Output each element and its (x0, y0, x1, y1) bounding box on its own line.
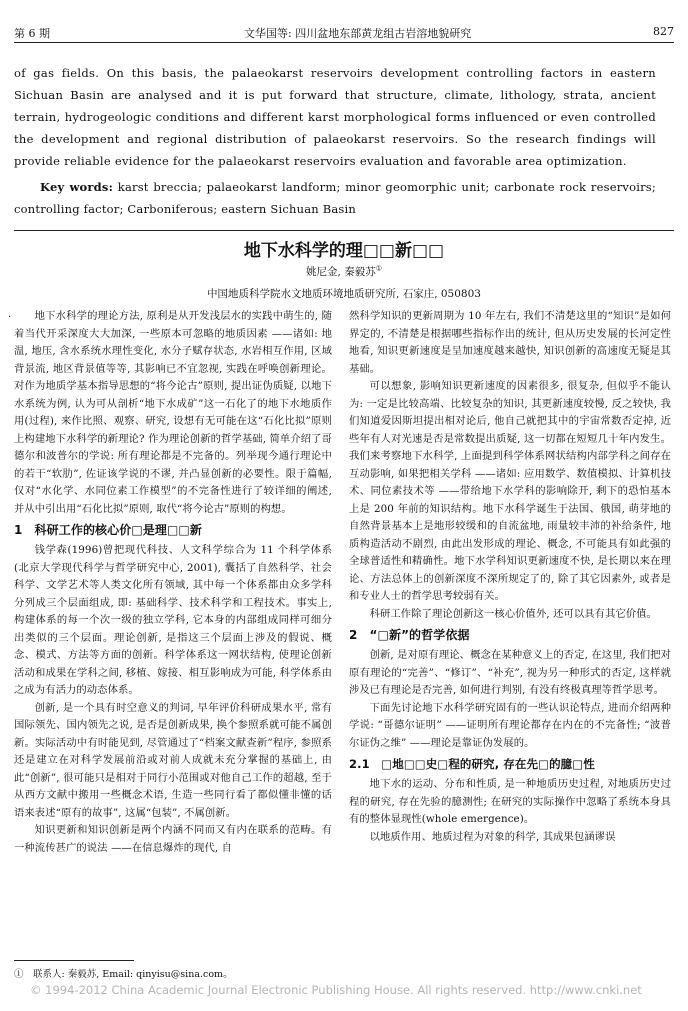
paragraph: 钱学森(1996)曾把现代科技、人文科学综合为 11 个科学体系(北京大学现代科学与哲学研究中心, 2001), 囊括了自然科学、社会科学、文学艺术等人类文化所有领域, 其中每一个体系都由众多学科分列成三个层面组成, 即: 基础科学、技术科学和工程技术。事实上, 构建体系的每一个次一级的独立学科, 它本身的内部组成同样可细分出类似的三个层面。理论创新, 是指这三个层面上涉及的假说、概念、模式、方法等方面的创新。科学体系这一网状结构, 使理论创新活动和成果在学科之间, 移植、嫁接、相互影响成为可能, 科学体系由之成为有活力的动态体系。 (14, 544, 332, 696)
keywords-label: Key words: (40, 180, 114, 194)
keywords (14, 176, 656, 220)
running-header (14, 22, 674, 43)
paragraph: 可以想象, 影响知识更新速度的因素很多, 很复杂, 但似乎不能认为: 一定是比较高端、比较复杂的知识, 其更新速度较慢, 反之较快, 我们知道爱因斯坦提出相对论后, 他自己就把其中的宇宙常数否定掉, 近些年有人对光速是否是常数提出质疑, 这一切都在短短几十年内发生。我们来考察地下水科学, 上面提到科学体系网状结构内部学科之间存在互动影响, 如果把相关学科 ——诸如: 应用数学、数值模拟、计算机技术、同位素技术等 ——带给地下水学科的影响除开, 剩下的恐怕基本上是 200 年前的知识结构。地下水科学诞生于法国、俄国, 萌芽地的自然背景基本上是地形较缓和的自流盆地, 雨量较丰沛的补给条件, 地质构造活动不剧烈, 由此出发形成的理论、概念, 不可能具有如此强的全球普适性和精确性。地下水学科知识更新速度不快, 是长期以来在理论、方法总体上的创新深度不深所规定了的, 除了其它因素外, 或者是和专业人士的哲学思考较弱有关。 (349, 380, 671, 602)
paragraph: 地下水的运动、分布和性质, 是一种地质历史过程, 对地质历史过程的研究, 存在先验的臆测性; 在研究的实际操作中忽略了系统本身具有的整体显现性(whole emergence)。 (349, 778, 671, 825)
author-names: 姚尼金, 秦毅苏 (306, 266, 376, 278)
paragraph: 然科学知识的更新周期为 10 年左右, 我们不清楚这里的“知识”是如何界定的, 不清楚是根据哪些指标作出的统计, 但从历史发展的长河定性地看, 知识更新速度是呈加速度越来越快, 知识创新的高速度无疑是其基础。 (349, 310, 671, 375)
keywords-text: karst breccia; palaeokarst landform; minor geomorphic unit; carbonate rock reservoirs; controlling factor; Carboniferous; eastern Sichuan Basin (14, 180, 656, 216)
paragraph: 知识更新和知识创新是两个内涵不同而又有内在联系的范畴。有一种流传甚广的说法 ——在信息爆炸的现代, 自 (14, 824, 332, 854)
footnote-rule (14, 960, 134, 961)
article-title: 地下水科学的理□□新□□ (243, 241, 445, 261)
paragraph: 创新, 是对原有理论、概念在某种意义上的否定, 在这里, 我们把对原有理论的“完善”、“修订”、“补充”, 视为另一种形式的否定, 这样就涉及已有理论是否完善, 如何进行判别, 有没有终极真理等哲学思考。 (349, 649, 671, 696)
author-footnote-mark: ① (375, 264, 382, 273)
article-authors (0, 264, 688, 279)
section-divider (14, 230, 674, 231)
right-column (349, 308, 671, 846)
running-title: 文华国等: 四川盆地东部黄龙组古岩溶地貌研究 (244, 27, 472, 40)
section-heading-1: 1 科研工作的核心价□是理□□新 (14, 523, 202, 537)
english-abstract: of gas fields. On this basis, the palaeokarst reservoirs development controlling factors in eastern Sichuan Basin are analysed and it is put forward that structure, climate, lithology, strata, ancient terrain, hydrogeologic conditions and different karst morphological forms influenced or even controlled the development and regional distribution of palaeokarst reservoirs. So the research findings will provide reliable evidence for the palaeokarst reservoirs evaluation and favorable area optimization. (14, 66, 656, 168)
paragraph: 科研工作除了理论创新这一核心价值外, 还可以具有其它价值。 (369, 607, 658, 620)
issue-number: 第 6 期 (14, 27, 50, 40)
paragraph: 下面先讨论地下水科学研究固有的一些认识论特点, 进而介绍两种学说: “哥德尔证明” ——证明所有理论都存在内在的不完备性; “波普尔证伪之维” ——理论是靠证伪发展的。 (349, 701, 671, 749)
paragraph: 创新, 是一个具有时空意义的判词, 早年评价科研成果水平, 常有国际领先、国内领先之说, 是否是创新成果, 换个参照系就可能不属创新。实际活动中有时能见到, 尽管通过了“档案文献查新”程序, 参照系还是建立在对科学发展前沿或对前人成就未充分掌握的基础上, 由此“创新”, 很可能只是相对于同行小范围或对他自己工作的超越, 至于从西方文献中搬用一些概念术语, 生造一些同行看了都似懂非懂的话语来表述“原有的故事”, 这属“包装”, 不属创新。 (14, 701, 332, 819)
subsection-heading-2-1: 2.1 □地□□史□程的研究, 存在先□的臆□性 (349, 757, 595, 771)
page-number: 827 (653, 25, 674, 38)
paragraph: 地下水科学的理论方法, 原利是从开发浅层水的实践中萌生的, 随着当代开采深度大大加深, 一些原本可忽略的地质因素 ——诸如: 地温, 地压, 含水系统水理性变化, 水分子赋存状态, 水岩相互作用, 区域背景流, 地区背景值等等, 其影响已不宜忽视, 实践在呼唤创新理论。对作为地质学基本指导思想的“将今论古”原则, 提出证伪质疑, 以地下水系统为例, 认为可从剖析“地下水成矿”这一石化了的地下水地质作用(过程), 来作比照、观察、研究, 设想有无可能在这“石化比拟”原则上构建地下水科学的新理论? 作为理论创新的哲学基础, 简单介绍了哥德尔和波普尔的学说: 所有理论都是不完备的。列举现今通行理论中的若干“软肋”, 佐证该学说的不谬, 并凸显创新的必要性。限于篇幅, 仅对“水化学、水同位素工作模型”的不完备性进行了较详细的阐述, 并从中引出用“石化比拟”原则, 取代“将今论古”原则的构想。 (14, 310, 332, 515)
margin-dot: · (8, 312, 12, 323)
paragraph: 以地质作用、地质过程为对象的科学, 其成果包涵谬误 (369, 830, 616, 843)
copyright-watermark: © 1994-2012 China Academic Journal Electronic Publishing House. All rights reserved. http://www.cnki.net (30, 983, 642, 997)
affiliation: 中国地质科学院水文地质环境地质研究所, 石家庄, 050803 (207, 288, 481, 300)
footnote: ① 联系人: 秦毅苏, Email: qinyisu@sina.com。 (14, 969, 233, 980)
section-heading-2: 2 “□新”的哲学依据 (349, 628, 470, 642)
left-column (14, 308, 332, 857)
